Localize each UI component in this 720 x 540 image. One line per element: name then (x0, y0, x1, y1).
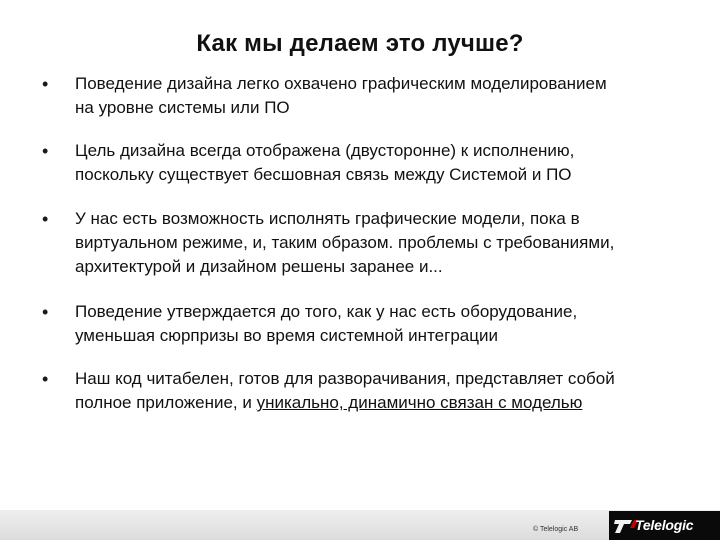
bullet-line: У нас есть возможность исполнять графические модели, пока в (75, 209, 580, 228)
bullet-line: уменьшая сюрпризы во время системной интеграции (75, 326, 498, 345)
bullet-line: Поведение дизайна легко охвачено графическим моделированием (75, 74, 607, 93)
model-link-text[interactable]: уникально, динамично связан с моделью (256, 393, 583, 412)
bullet-dot-icon: • (42, 302, 49, 322)
bullet-line: поскольку существует бесшовная связь между Системой и ПО (75, 165, 572, 184)
bullet-line: архитектурой и дизайном решены заранее и... (75, 257, 443, 276)
bullet-dot-icon: • (42, 369, 49, 389)
bullet-line-with-link (75, 391, 716, 415)
bullet-line: Наш код читабелен, готов для разворачивания, представляет собой (75, 369, 615, 388)
telelogic-logo (609, 511, 720, 540)
logo-text: Telelogic (635, 517, 694, 533)
bullet-dot-icon: • (42, 74, 49, 94)
slide-title: Как мы делаем это лучше? (196, 30, 524, 57)
bullet-dot-icon: • (42, 209, 49, 229)
bullet-line: на уровне системы или ПО (75, 98, 290, 117)
bullet-text (75, 300, 716, 348)
copyright-text: © Telelogic AB (533, 526, 579, 533)
bullet-text (75, 72, 716, 120)
bullet-line: Цель дизайна всегда отображена (двусторонне) к исполнению, (75, 141, 575, 160)
bullet-dot-icon: • (42, 141, 49, 161)
bullet-text (75, 367, 716, 415)
bullet-text (75, 139, 716, 187)
bullet-text (75, 207, 716, 279)
bullet-line-prefix: полное приложение, и (75, 393, 257, 412)
bullet-line: виртуальном режиме, и, таким образом. проблемы с требованиями, (75, 233, 615, 252)
bullet-line: Поведение утверждается до того, как у нас есть оборудование, (75, 302, 578, 321)
